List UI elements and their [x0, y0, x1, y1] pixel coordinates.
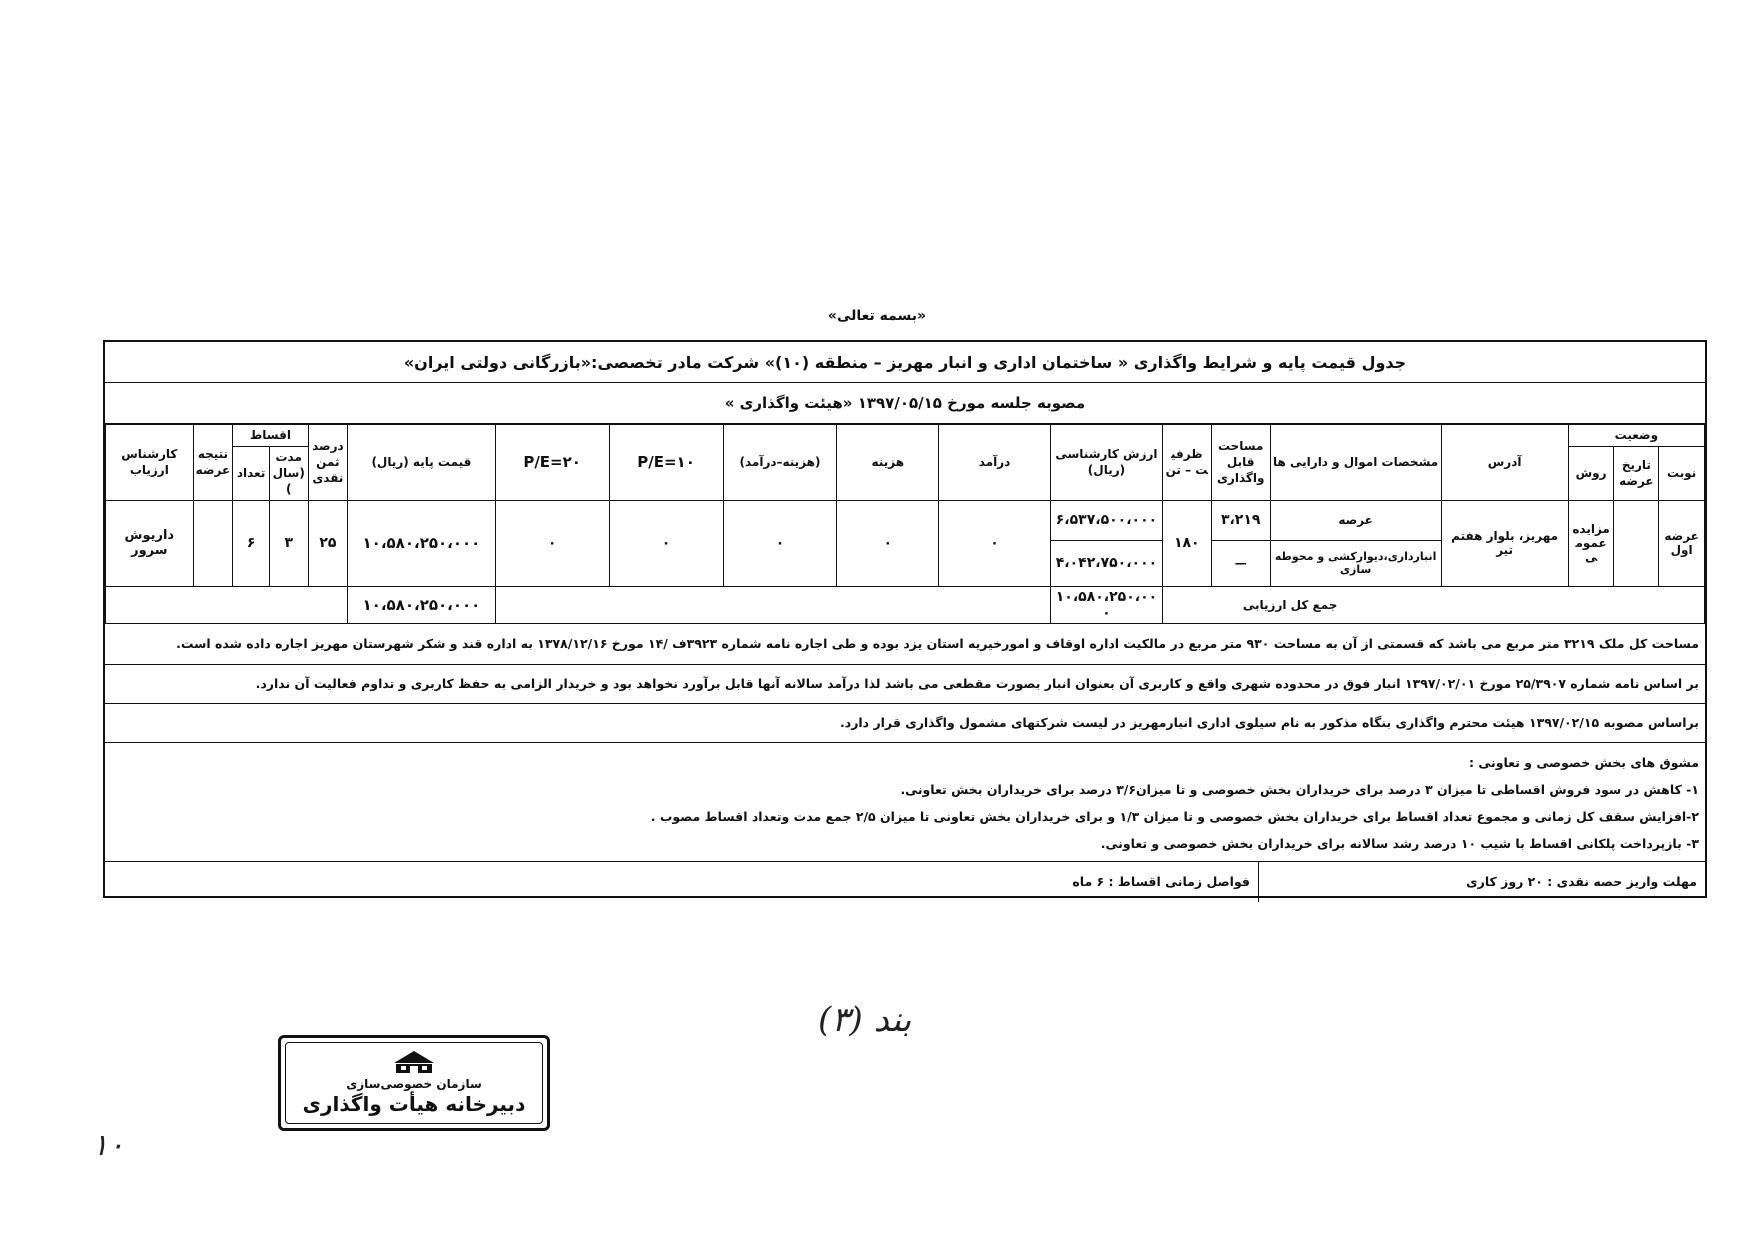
incentives-heading: مشوق های بخش خصوصی و تعاونی : [1469, 754, 1699, 770]
secretariat-stamp [278, 1035, 550, 1131]
header-appraisal: ارزش کارشناسی (ریال) [1051, 425, 1163, 501]
cell-cost-income: ۰ [723, 500, 837, 586]
header-offer-date: تاریخ عرضه [1614, 447, 1659, 501]
header-method: روش [1568, 447, 1614, 501]
header-capacity: ظرفیت – تن [1162, 425, 1211, 501]
header-duration: مدت (سال) [269, 447, 308, 501]
incentive-item: ۳- بازپرداخت پلکانی اقساط با شیب ۱۰ درصد رشد سالانه برای خریداران بخش خصوصی و تعاونی. [1100, 835, 1699, 851]
cell-cost: ۰ [837, 500, 939, 586]
header-appraiser: کارشناس ارزیاب [106, 425, 194, 501]
header-cost-income: (هزینه–درآمد) [723, 425, 837, 501]
cell-appraisal-buildings: ۴،۰۴۲،۷۵۰،۰۰۰ [1051, 540, 1163, 586]
header-count: تعداد [233, 447, 270, 501]
header-address: آدرس [1441, 425, 1568, 501]
cell-asset-buildings: انبارداری،دیوارکشی و محوطه سازی [1270, 540, 1441, 586]
cell-pe20: ۰ [495, 500, 609, 586]
header-offer-result: نتیجه عرضه [193, 425, 233, 501]
approval-line: مصوبه جلسه مورخ ۱۳۹۷/۰۵/۱۵ «هیئت واگذاری » [105, 383, 1705, 424]
cell-pe10: ۰ [609, 500, 723, 586]
header-installments: اقساط [233, 425, 308, 447]
header-income: درآمد [939, 425, 1051, 501]
header-status: وضعیت [1568, 425, 1704, 447]
cell-count: ۶ [233, 500, 270, 586]
cell-method: مزایده عمومی [1568, 500, 1614, 586]
installment-interval: فواصل زمانی اقساط : ۶ ماه [1072, 874, 1250, 890]
cell-capacity: ۱۸۰ [1162, 500, 1211, 586]
cell-cash-percent: ۲۵ [308, 500, 348, 586]
header-base-price: قیمت پایه (ریال) [348, 425, 495, 501]
main-table-wrapper [105, 424, 1705, 624]
page-number-mark: ۱۰ [92, 1128, 125, 1163]
header-pe10: P/E=۱۰ [609, 425, 723, 501]
price-table-document [103, 340, 1707, 898]
handwritten-clause-note: بند (۳) [818, 1000, 912, 1040]
cell-area-land: ۳،۲۱۹ [1211, 500, 1270, 540]
note-area: مساحت کل ملک ۳۲۱۹ متر مربع می باشد که قسمتی از آن به مساحت ۹۳۰ متر مربع در مالکیت اداره اوقاف و امورخیریه استان یزد بوده و طی اجاره نامه شماره ۳۹۲۳ف /۱۴ مورخ ۱۳۷۸/۱۲/۱۶ به اداره قند و شکر شهرستان مهریز اجاره داده شده است. [105, 624, 1705, 665]
stamp-inner-frame [285, 1042, 543, 1124]
header-assets: مشخصات اموال و دارایی ها [1270, 425, 1441, 501]
footer-row [105, 862, 1705, 902]
cell-duration: ۳ [269, 500, 308, 586]
header-cash-percent: درصد ثمن نقدی [308, 425, 348, 501]
stamp-department: دبیرخانه هیأت واگذاری [302, 1092, 526, 1116]
cell-base-price: ۱۰،۵۸۰،۲۵۰،۰۰۰ [348, 500, 495, 586]
cell-address: مهریز، بلوار هفتم تیر [1441, 500, 1568, 586]
stamp-organization: سازمان خصوصی‌سازی [346, 1077, 482, 1091]
organization-logo-icon [390, 1049, 438, 1075]
total-empty-span [495, 586, 1050, 623]
note-approval: براساس مصوبه ۱۳۹۷/۰۲/۱۵ هیئت محترم واگذاری بنگاه مذکور به نام سیلوی اداری انبارمهریز در لیست شرکتهای مشمول واگذاری قرار دارد. [105, 704, 1705, 743]
header-pe20: P/E=۲۰ [495, 425, 609, 501]
cell-offer-result [193, 500, 233, 586]
cell-turn: عرضه اول [1659, 500, 1705, 586]
cell-asset-land: عرصه [1270, 500, 1441, 540]
main-table [105, 424, 1705, 624]
total-appraisal: ۱۰،۵۸۰،۲۵۰،۰۰۰ [1051, 586, 1163, 623]
total-base-price: ۱۰،۵۸۰،۲۵۰،۰۰۰ [348, 586, 495, 623]
header-area: مساحت قابل واگذاری [1211, 425, 1270, 501]
cash-deadline: مهلت واریز حصه نقدی : ۲۰ روز کاری [1258, 862, 1705, 902]
cell-offer-date [1614, 500, 1659, 586]
cell-income: ۰ [939, 500, 1051, 586]
cell-area-buildings: — [1211, 540, 1270, 586]
note-usage: بر اساس نامه شماره ۲۵/۳۹۰۷ مورخ ۱۳۹۷/۰۲/۰۱ انبار فوق در محدوده شهری واقع و کاربری آن بعنوان انبار بصورت مقطعی می باشد لذا درآمد سالانه آنها قابل برآورد نخواهد بود و خریدار الزامی به حفظ کاربری و تداوم فعالیت آن ندارد. [105, 665, 1705, 704]
cell-appraisal-land: ۶،۵۳۷،۵۰۰،۰۰۰ [1051, 500, 1163, 540]
document-title: جدول قیمت پایه و شرایط واگذاری « ساختمان اداری و انبار مهریز – منطقه (۱۰)» شرکت مادر تخصصی:«بازرگانی دولتی ایران» [105, 342, 1705, 383]
cell-appraiser: داریوش سرور [106, 500, 194, 586]
incentives-section [105, 743, 1705, 862]
incentive-item: ۱- کاهش در سود فروش اقساطی تا میزان ۳ درصد برای خریداران بخش خصوصی و تا میزان۳/۶ درصد برای خریداران بخش تعاونی. [900, 781, 1699, 797]
total-label: جمع کل ارزیابی [1162, 586, 1704, 623]
blessing-heading: «بسمه تعالی» [827, 308, 927, 324]
total-empty-span-2 [106, 586, 348, 623]
header-cost: هزینه [837, 425, 939, 501]
incentive-item: ۲-افزایش سقف کل زمانی و مجموع تعداد اقساط برای خریداران بخش خصوصی و تا میزان ۱/۳ و برای خریداران بخش تعاونی تا میزان ۲/۵ جمع مدت وتعداد اقساط مصوب . [650, 808, 1699, 824]
header-turn: نوبت [1659, 447, 1705, 501]
